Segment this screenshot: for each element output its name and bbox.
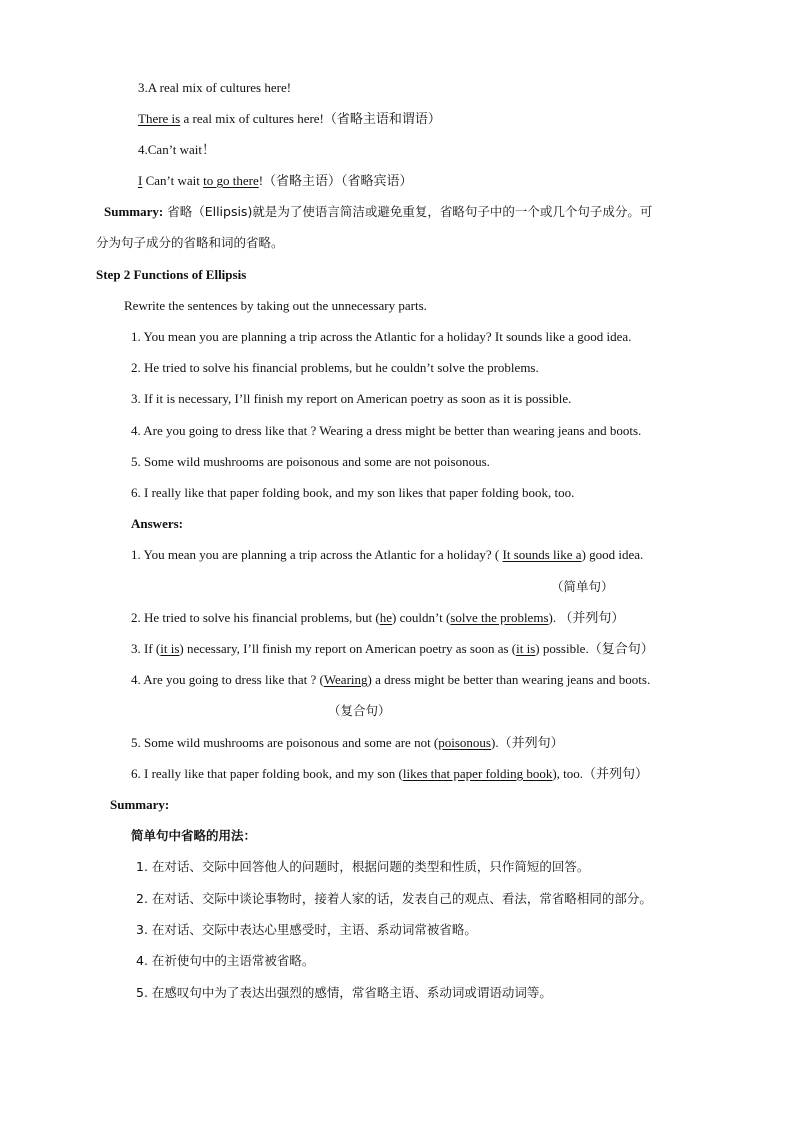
usage-item: 2. 在对话、交际中谈论事物时，接着人家的话，发表自己的观点、看法，常省略相同的部分。 (136, 891, 652, 906)
answer-3-post: ) possible.（复合句） (535, 641, 654, 656)
example-4-answer (138, 172, 413, 190)
exercise-sentence: 5. Some wild mushrooms are poisonous and some are not poisonous. (131, 454, 490, 469)
answer-2-underlined-1: he (379, 610, 393, 625)
answers-label: Answers: (131, 516, 183, 531)
example-3-answer-rest: a real mix of cultures here!（省略主语和谓语） (180, 111, 441, 126)
answer-6-pre: 6. I really like that paper folding book, and my son ( (131, 766, 403, 781)
answer-4-pre: 4. Are you going to dress like that ? ( (131, 672, 324, 687)
answer-2-underlined-2: solve the problems (450, 610, 549, 625)
summary-2-label: Summary: (110, 797, 170, 812)
answer-1-underlined: It sounds like a (502, 547, 582, 562)
answer-2-pre: 2. He tried to solve his financial problems, but ( (131, 610, 380, 625)
answer-4 (131, 671, 650, 689)
exercise-sentence: 4. Are you going to dress like that ? Wearing a dress might be better than wearing jeans and boots. (131, 423, 642, 438)
answer-6-post: ), too.（并列句） (552, 766, 649, 781)
answer-3-mid: ) necessary, I’ll finish my report on American poetry as soon as ( (179, 641, 517, 656)
answer-1 (131, 546, 643, 564)
answer-4-post: ) a dress might be better than wearing jeans and boots. (367, 672, 651, 687)
answer-4-underlined: Wearing (323, 672, 368, 687)
usage-item: 1. 在对话、交际中回答他人的问题时，根据问题的类型和性质，只作简短的回答。 (136, 859, 590, 874)
summary-definition-line-2: 分为句子成分的省略和词的省略。 (96, 235, 284, 250)
example-4-answer-rest: !（省略主语）（省略宾语） (258, 173, 413, 188)
underlined-there-is: There is (138, 111, 181, 126)
answer-6-underlined: likes that paper folding book (402, 766, 553, 781)
summary-2-subheading: 简单句中省略的用法： (131, 828, 257, 843)
example-3-title: 3.A real mix of cultures here! (138, 80, 292, 95)
usage-item: 5. 在感叹句中为了表达出强烈的感情，常省略主语、系动词或谓语动词等。 (136, 985, 552, 1000)
answer-3-pre: 3. If ( (131, 641, 161, 656)
answer-5-post: ).（并列句） (491, 735, 564, 750)
answer-5-underlined: poisonous (438, 735, 491, 750)
exercise-sentence: 2. He tried to solve his financial problems, but he couldn’t solve the problems. (131, 360, 539, 375)
exercise-sentence: 1. You mean you are planning a trip across the Atlantic for a holiday? It sounds like a good idea. (131, 329, 632, 344)
answer-2-mid: ) couldn’t ( (392, 610, 451, 625)
summary-label: Summary: (104, 204, 164, 219)
summary-definition-line-1 (104, 203, 652, 221)
answer-3 (131, 640, 654, 658)
answer-1-pre: 1. You mean you are planning a trip across the Atlantic for a holiday? ( (131, 547, 503, 562)
underlined-to-go-there: to go there (203, 173, 259, 188)
answer-6 (131, 765, 648, 783)
answer-4-type: （复合句） (328, 703, 391, 718)
answer-3-underlined-2: it is (516, 641, 536, 656)
answer-2 (131, 609, 624, 627)
example-4-title: 4.Can’t wait！ (138, 142, 216, 157)
summary-text-1: 省略（Ellipsis)就是为了使语言简洁或避免重复，省略句子中的一个或几个句子成分。可 (163, 204, 653, 219)
answer-5-pre: 5. Some wild mushrooms are poisonous and some are not ( (131, 735, 439, 750)
answer-1-post: ) good idea. (581, 547, 644, 562)
underlined-i: I (138, 173, 143, 188)
answer-1-type: （简单句） (551, 579, 614, 594)
usage-item: 3. 在对话、交际中表达心里感受时，主语、系动词常被省略。 (136, 922, 477, 937)
step2-instruction: Rewrite the sentences by taking out the unnecessary parts. (124, 298, 427, 313)
usage-item: 4. 在祈使句中的主语常被省略。 (136, 953, 315, 968)
exercise-sentence: 3. If it is necessary, I’ll finish my report on American poetry as soon as it is possible. (131, 391, 572, 406)
example-3-answer (138, 110, 441, 128)
exercise-sentence: 6. I really like that paper folding book, and my son likes that paper folding book, too. (131, 485, 575, 500)
step2-heading: Step 2 Functions of Ellipsis (96, 267, 247, 282)
answer-5 (131, 734, 564, 752)
answer-2-post: ). （并列句） (548, 610, 625, 625)
answer-3-underlined-1: it is (160, 641, 180, 656)
example-4-answer-mid: Can’t wait (142, 173, 204, 188)
